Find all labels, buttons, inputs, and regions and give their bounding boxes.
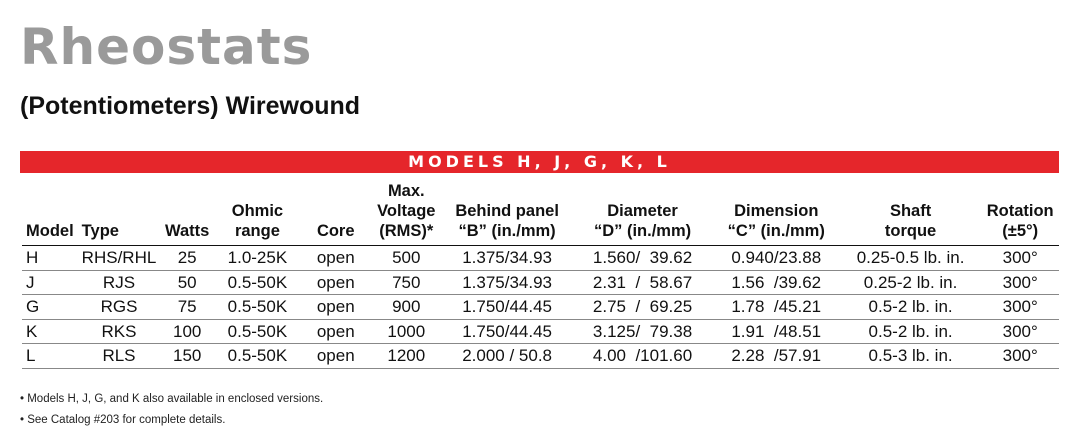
cell-behind-panel: 1.375/34.93	[442, 270, 572, 295]
header-rotation-line1: Rotation	[986, 202, 1054, 220]
cell-type: RLS	[78, 344, 161, 369]
cell-ohmic: 0.5-50K	[214, 270, 301, 295]
cell-torque: 0.5-2 lb. in.	[840, 295, 982, 320]
table-row	[22, 295, 1059, 320]
cell-watts: 75	[160, 295, 214, 320]
cell-type: RJS	[78, 270, 161, 295]
header-max-voltage	[371, 178, 442, 246]
cell-voltage: 750	[371, 270, 442, 295]
models-banner: MODELS H, J, G, K, L	[20, 151, 1059, 173]
cell-dimension: 0.940/23.88	[713, 246, 840, 271]
header-diameter	[572, 178, 712, 246]
cell-core: open	[301, 319, 371, 344]
footnote-enclosed-versions: • Models H, J, G, and K also available in enclosed versions.	[20, 393, 324, 405]
cell-rotation: 300°	[981, 319, 1059, 344]
cell-behind-panel: 1.750/44.45	[442, 319, 572, 344]
header-ohmic-line1: Ohmic	[231, 202, 284, 220]
cell-torque: 0.25-0.5 lb. in.	[840, 246, 982, 271]
header-rotation-line2: (±5°)	[1002, 222, 1039, 240]
header-core: Core	[301, 178, 371, 246]
header-type: Type	[78, 178, 161, 246]
cell-model: G	[22, 295, 78, 320]
cell-model: L	[22, 344, 78, 369]
cell-voltage: 900	[371, 295, 442, 320]
header-ohmic-line2: range	[234, 222, 280, 240]
cell-voltage: 500	[371, 246, 442, 271]
cell-torque: 0.25-2 lb. in.	[840, 270, 982, 295]
cell-model: H	[22, 246, 78, 271]
cell-core: open	[301, 344, 371, 369]
table-row	[22, 270, 1059, 295]
table-row	[22, 319, 1059, 344]
cell-torque: 0.5-3 lb. in.	[840, 344, 982, 369]
cell-diameter: 3.125/ 79.38	[572, 319, 712, 344]
cell-dimension: 1.91 /48.51	[713, 319, 840, 344]
cell-type: RGS	[78, 295, 161, 320]
cell-model: K	[22, 319, 78, 344]
cell-dimension: 1.56 /39.62	[713, 270, 840, 295]
page-title: Rheostats	[20, 18, 313, 76]
cell-rotation: 300°	[981, 246, 1059, 271]
cell-model: J	[22, 270, 78, 295]
footnote-catalog-reference: • See Catalog #203 for complete details.	[20, 414, 226, 426]
header-rotation	[981, 178, 1059, 246]
header-diameter-line2: “D” (in./mm)	[593, 222, 692, 240]
cell-type: RHS/RHL	[78, 246, 161, 271]
cell-diameter: 4.00 /101.60	[572, 344, 712, 369]
cell-voltage: 1200	[371, 344, 442, 369]
header-dimension	[713, 178, 840, 246]
table-header-row	[22, 178, 1059, 246]
cell-watts: 150	[160, 344, 214, 369]
header-voltage-line1: Max.	[387, 182, 425, 200]
cell-type: RKS	[78, 319, 161, 344]
cell-dimension: 2.28 /57.91	[713, 344, 840, 369]
table-row	[22, 246, 1059, 271]
header-shaft-torque	[840, 178, 982, 246]
cell-core: open	[301, 270, 371, 295]
cell-ohmic: 0.5-50K	[214, 344, 301, 369]
table-row	[22, 344, 1059, 369]
cell-voltage: 1000	[371, 319, 442, 344]
cell-diameter: 2.31 / 58.67	[572, 270, 712, 295]
specifications-table	[22, 178, 1059, 369]
header-diameter-line1: Diameter	[607, 202, 678, 220]
header-behind-line2: “B” (in./mm)	[458, 222, 556, 240]
cell-behind-panel: 1.375/34.93	[442, 246, 572, 271]
cell-core: open	[301, 295, 371, 320]
header-torque-line1: Shaft	[889, 202, 932, 220]
cell-diameter: 1.560/ 39.62	[572, 246, 712, 271]
header-torque-line2: torque	[884, 222, 937, 240]
header-voltage-line2: Voltage	[377, 202, 436, 220]
page-subtitle: (Potentiometers) Wirewound	[20, 92, 361, 120]
cell-ohmic: 1.0-25K	[214, 246, 301, 271]
cell-dimension: 1.78 /45.21	[713, 295, 840, 320]
cell-watts: 50	[160, 270, 214, 295]
cell-watts: 100	[160, 319, 214, 344]
cell-torque: 0.5-2 lb. in.	[840, 319, 982, 344]
cell-diameter: 2.75 / 69.25	[572, 295, 712, 320]
header-behind-panel	[442, 178, 572, 246]
cell-watts: 25	[160, 246, 214, 271]
cell-behind-panel: 2.000 / 50.8	[442, 344, 572, 369]
header-model: Model	[22, 178, 78, 246]
cell-ohmic: 0.5-50K	[214, 295, 301, 320]
cell-behind-panel: 1.750/44.45	[442, 295, 572, 320]
cell-rotation: 300°	[981, 270, 1059, 295]
header-ohmic-range	[214, 178, 301, 246]
header-dimension-line1: Dimension	[734, 202, 819, 220]
cell-core: open	[301, 246, 371, 271]
header-dimension-line2: “C” (in./mm)	[727, 222, 825, 240]
cell-rotation: 300°	[981, 344, 1059, 369]
cell-ohmic: 0.5-50K	[214, 319, 301, 344]
cell-rotation: 300°	[981, 295, 1059, 320]
header-voltage-line3: (RMS)*	[379, 222, 434, 240]
header-watts: Watts	[160, 178, 214, 246]
header-behind-line1: Behind panel	[455, 202, 559, 220]
